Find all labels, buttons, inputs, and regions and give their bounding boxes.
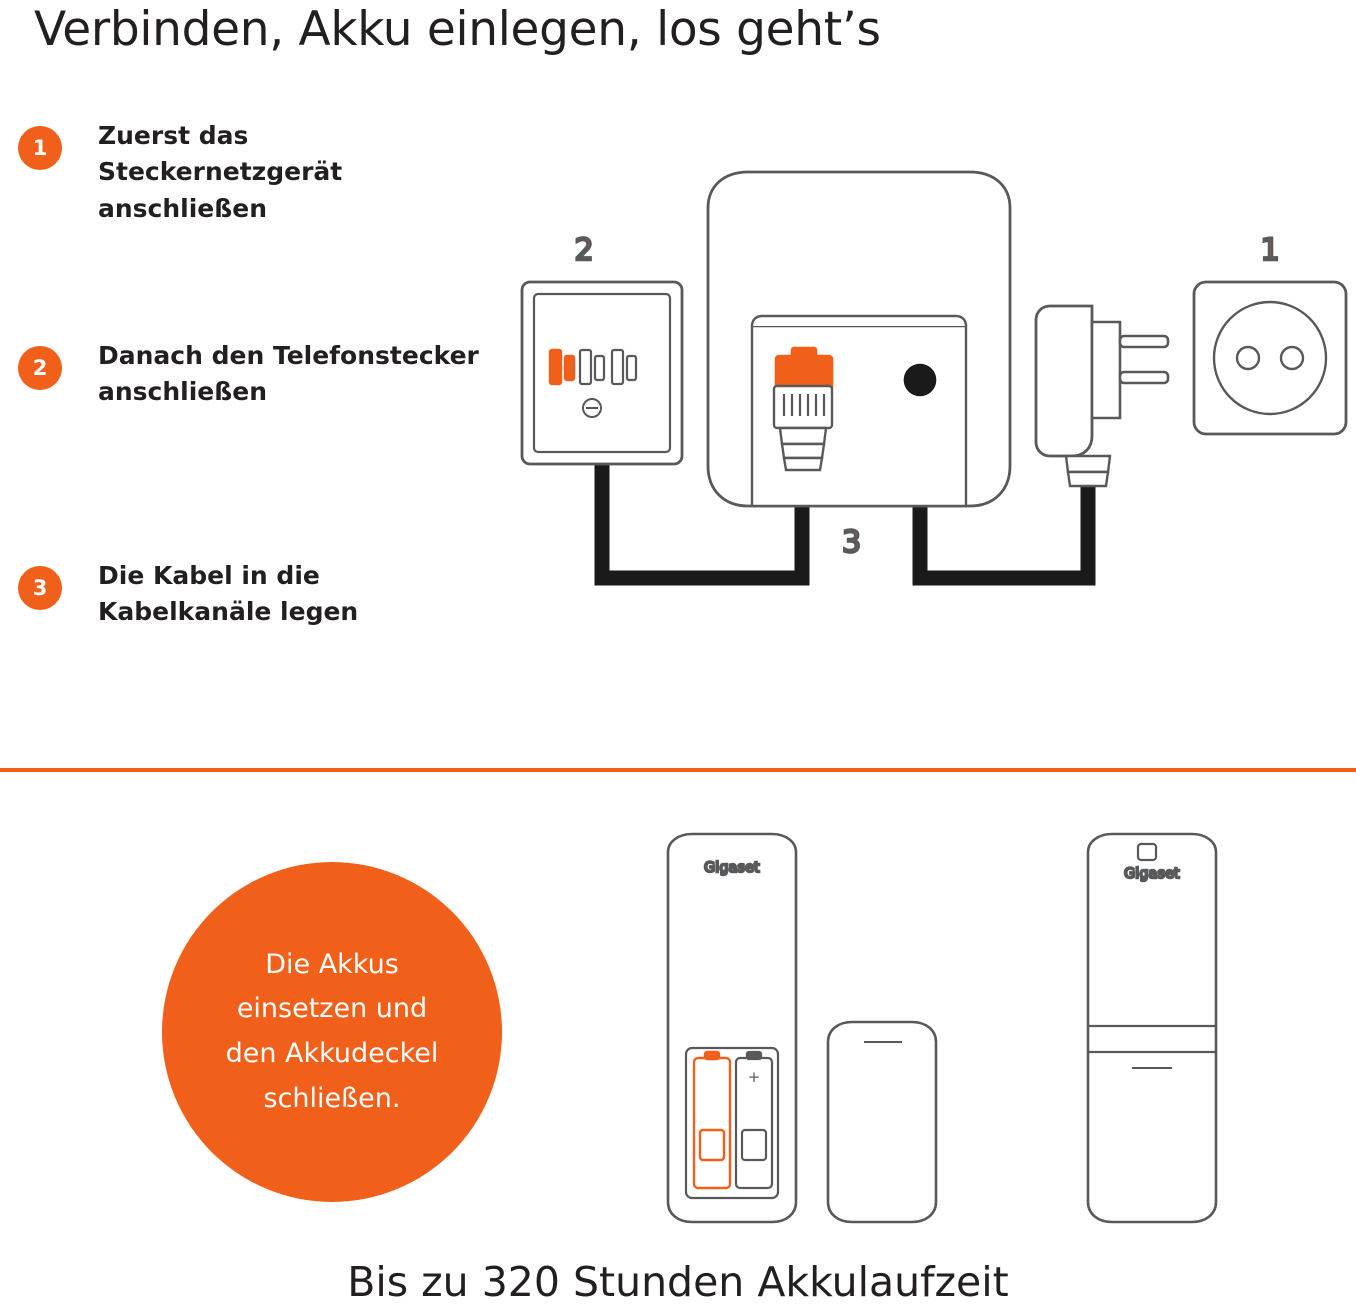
- handset-back-open-icon: [668, 834, 796, 1222]
- callout-label-2: 2: [574, 233, 594, 268]
- note-line-2: einsetzen und: [236, 993, 428, 1025]
- handset-battery-diagram-svg: [620, 830, 1320, 1250]
- brand-label-closed: Gigaset: [1124, 866, 1180, 882]
- brand-label-open: Gigaset: [704, 860, 760, 876]
- note-line-4: schließen.: [263, 1082, 401, 1114]
- speaker-opening-icon: [1138, 844, 1156, 860]
- section-divider: [0, 768, 1356, 772]
- connection-diagram: [480, 160, 1356, 760]
- wall-power-socket-icon: [1194, 282, 1346, 434]
- step-number-badge-2: 2: [18, 346, 62, 390]
- step-label-2: Danach den Telefonstecker anschließen: [98, 341, 479, 407]
- battery-instruction-text: [204, 943, 461, 1121]
- note-line-1: Die Akkus: [265, 948, 399, 980]
- battery-cover-icon: [828, 1022, 936, 1222]
- battery-instruction-badge: [162, 862, 502, 1202]
- step-label-3: Die Kabel in die Kabelkanäle legen: [98, 561, 359, 627]
- base-station-icon: [708, 172, 1010, 560]
- battery-cell-icon: [736, 1052, 772, 1188]
- rj11-telephone-plug-icon: [774, 386, 832, 470]
- step-number-badge-3: 3: [18, 566, 62, 610]
- page-title: Verbinden, Akku einlegen, los geht’s: [34, 2, 881, 57]
- battery-cell-icon: [694, 1052, 730, 1188]
- handset-battery-diagram: [620, 830, 1320, 1250]
- battery-polarity-label: +: [747, 1068, 761, 1086]
- callout-label-3: 3: [842, 525, 862, 560]
- footer-caption: Bis zu 320 Stunden Akkulaufzeit: [347, 1258, 1009, 1306]
- handset-back-closed-icon: [1088, 834, 1216, 1222]
- telephone-wall-jack-icon: [522, 233, 682, 464]
- note-line-3: den Akkudeckel: [225, 1038, 439, 1069]
- step-label-1: Zuerst das Steckernetzgerät anschließen: [98, 121, 343, 223]
- callout-label-1: 1: [1260, 233, 1280, 268]
- power-jack-icon: [905, 365, 935, 395]
- connection-diagram-svg: [480, 160, 1356, 760]
- step-number-badge-1: 1: [18, 126, 62, 170]
